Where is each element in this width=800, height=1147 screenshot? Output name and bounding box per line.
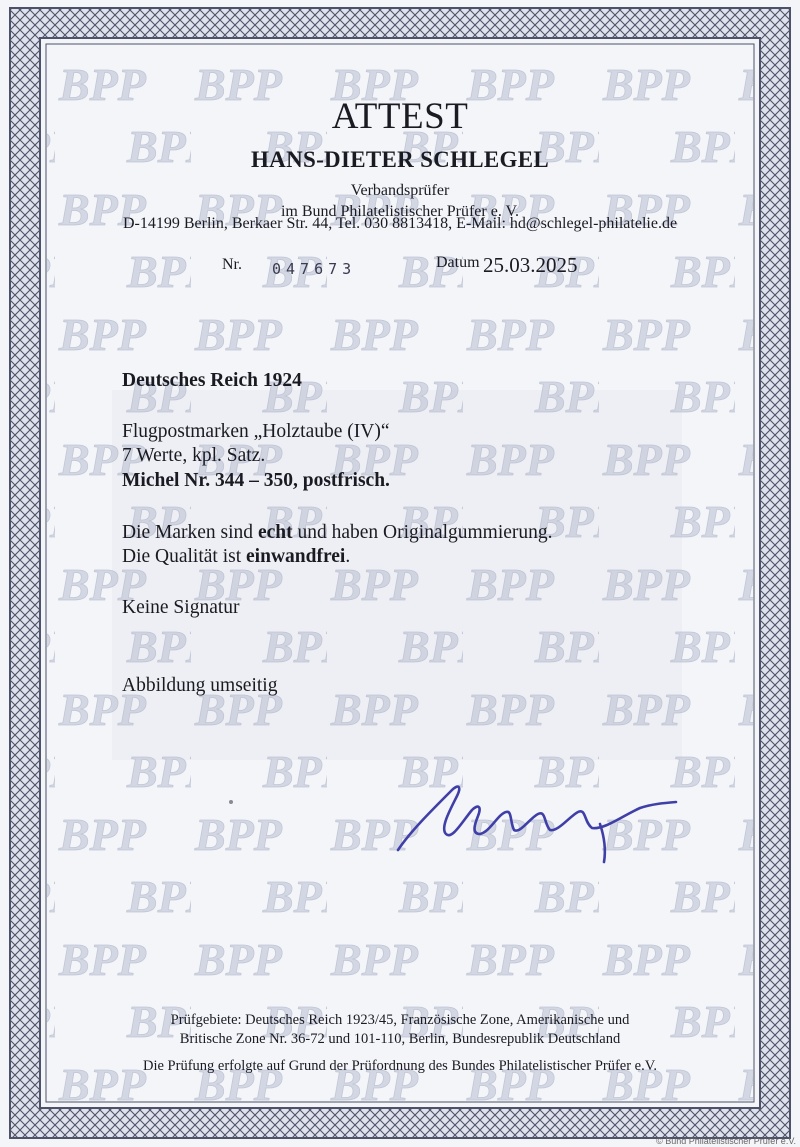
assessment-line-1 bbox=[122, 522, 553, 544]
date-label: Datum bbox=[436, 254, 480, 271]
image-note: Abbildung umseitig bbox=[122, 675, 278, 696]
assessment-line-2 bbox=[122, 546, 350, 568]
association: im Bund Philatelistischer Prüfer e. V. bbox=[280, 203, 520, 220]
footer-line-2: Britische Zone Nr. 36-72 und 101-110, Berlin, Bundesrepublik Deutschland bbox=[179, 1031, 621, 1047]
subject-line-3: Michel Nr. 344 – 350, postfrisch. bbox=[122, 470, 390, 491]
copyright-note: © Bund Philatelistischer Prüfer e.V. bbox=[656, 1136, 796, 1146]
examiner-role: Verbandsprüfer bbox=[350, 182, 450, 199]
footer-line-3: Die Prüfung erfolgte auf Grund der Prüfordnung des Bundes Philatelistischer Prüfer e.V. bbox=[143, 1058, 657, 1074]
certificate-number: 047673 bbox=[272, 260, 357, 278]
examiner-address: D-14199 Berlin, Berkaer Str. 44, Tel. 030 8813418, E-Mail: hd@schlegel-philatelie.de bbox=[122, 215, 678, 232]
assessment-text: Die Qualität ist bbox=[122, 546, 247, 567]
assessment-echt: echt bbox=[257, 522, 293, 543]
number-label: Nr. bbox=[222, 256, 242, 273]
subject-line-1: Flugpostmarken „Holztaube (IV)“ bbox=[122, 421, 390, 442]
examiner-name: HANS-DIETER SCHLEGEL bbox=[250, 147, 550, 172]
certificate-date: 25.03.2025 bbox=[483, 253, 578, 277]
assessment-text: und haben Originalgummierung. bbox=[292, 522, 553, 543]
subject-line-2: 7 Werte, kpl. Satz. bbox=[122, 445, 266, 466]
footer-line-1: Prüfgebiete: Deutsches Reich 1923/45, Französische Zone, Amerikanische und bbox=[170, 1012, 630, 1028]
certificate-title: ATTEST bbox=[331, 96, 469, 137]
subject-heading: Deutsches Reich 1924 bbox=[122, 370, 302, 391]
assessment-text: . bbox=[345, 546, 351, 567]
signature-note: Keine Signatur bbox=[122, 597, 240, 618]
assessment-text: Die Marken sind bbox=[122, 522, 258, 543]
assessment-quality: einwandfrei bbox=[246, 546, 346, 567]
